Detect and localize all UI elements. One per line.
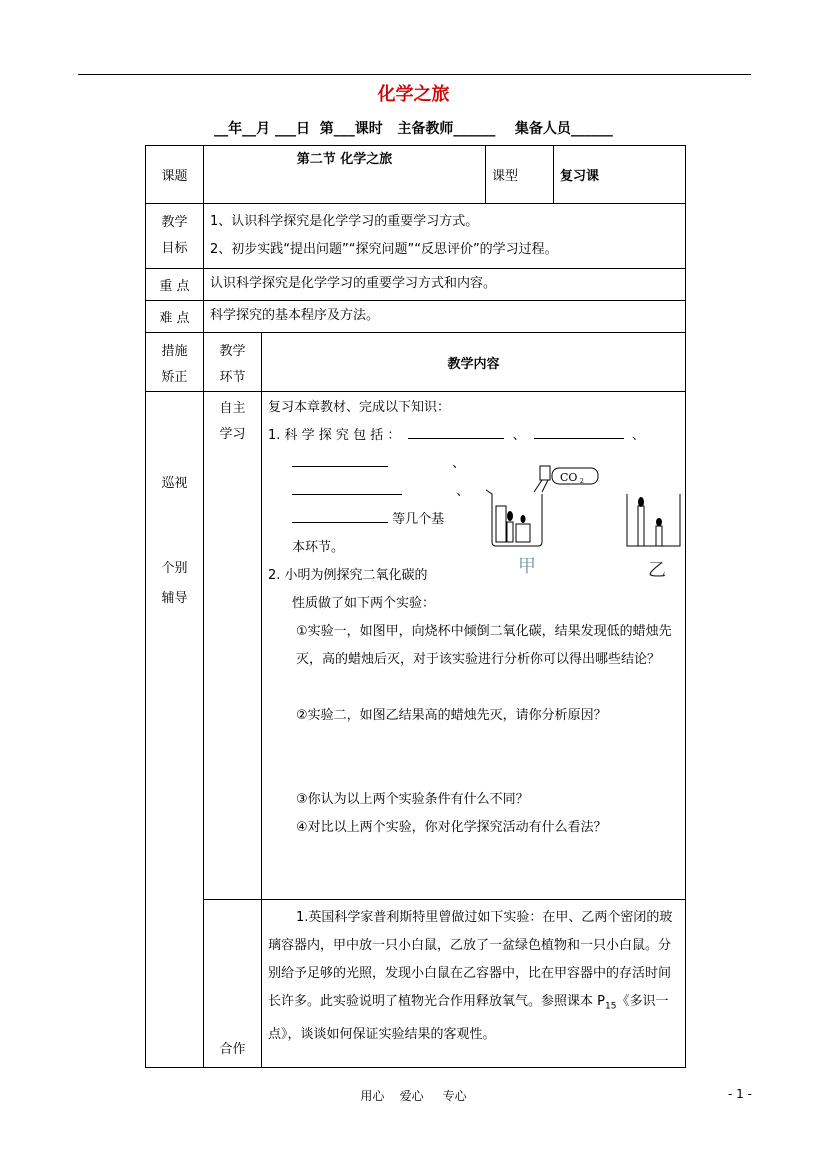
measures-header: 措施 矫正 — [146, 333, 204, 392]
row-columns-header — [146, 333, 686, 392]
goals-label: 教学 目标 — [146, 204, 204, 269]
page-number: - 1 - — [728, 1087, 752, 1101]
question-1-line-2: 、 — [268, 450, 677, 478]
footer-motto: 用心 爱心 专心 — [360, 1089, 467, 1103]
co2-subscript: 2 — [580, 478, 584, 485]
goal-item: 2、初步实践“提出问题”“探究问题”“反思评价”的学习过程。 — [210, 242, 558, 257]
experiment-3: ③你认为以上两个实验条件有什么不同？ — [296, 792, 529, 807]
lesson-table — [145, 145, 686, 1068]
question-1-line-4: 等几个基 — [268, 506, 677, 534]
blank-field[interactable] — [534, 437, 624, 439]
question-1-line-1: 1. 科 学 探 究 包 括 ： 、 、 — [268, 428, 645, 443]
figure-a-label: 甲 — [518, 556, 536, 577]
tutoring-label: 个别 辅导 — [161, 561, 188, 606]
key-value: 认识科学探究是化学学习的重要学习方式和内容。 — [204, 269, 686, 301]
cooperation-content: 1.英国科学家普利斯特里曾做过如下实验：在甲、乙两个密闭的玻璃容器内，甲中放一只小白鼠，乙放了一盆绿色植物和一只小白鼠。分别给予足够的光照，发现小白鼠在乙容器中，比在甲容器中的存活时间长许多。此实验说明了植物光合作用释放氧气。参照课本 $P_{15}$《多识一点》，谈谈如何保证实验结果的客观性。 — [262, 900, 686, 1068]
question-1-line-3: 、 — [268, 478, 677, 506]
beaker-a-icon — [486, 490, 542, 546]
row-key — [146, 269, 686, 301]
candle-experiment-figure — [472, 462, 692, 582]
measures-cell — [146, 392, 204, 1068]
goal-item: 1、认识科学探究是化学学习的重要学习方式。 — [210, 214, 479, 229]
row-cooperation — [146, 900, 686, 1068]
blank-field[interactable] — [408, 437, 504, 439]
self-study-content — [262, 392, 686, 900]
question-1-line-5: 本环节。 — [292, 540, 345, 555]
beaker-b-icon — [627, 494, 680, 546]
topic-label: 课题 — [146, 146, 204, 204]
stage-header: 教学 环节 — [204, 333, 262, 392]
experiment-2: ②实验二，如图乙结果高的蜡烛先灭，请你分析原因？ — [296, 708, 607, 723]
row-self-study — [146, 392, 686, 900]
key-label: 重 点 — [146, 269, 204, 301]
self-study-stage: 自主 学习 — [204, 392, 262, 900]
type-value: 复习课 — [554, 146, 686, 204]
experiment-4: ④对比以上两个实验，你对化学探究活动有什么看法？ — [296, 820, 607, 835]
header-rule — [78, 74, 751, 75]
type-label: 课型 — [486, 146, 554, 204]
document-title: 化学之旅 — [377, 84, 450, 105]
blank-field[interactable] — [292, 465, 388, 467]
intro-text: 复习本章教材、完成以下知识： — [268, 400, 451, 415]
experiment-1: ①实验一，如图甲，向烧杯中倾倒二氧化碳，结果发现低的蜡烛先灭，高的蜡烛后灭，对于该实验进行分析你可以得出哪些结论？ — [296, 624, 672, 667]
difficult-label: 难 点 — [146, 301, 204, 333]
content-header: 教学内容 — [262, 333, 686, 392]
co2-label: CO — [560, 471, 578, 484]
row-goals — [146, 204, 686, 269]
patrol-label: 巡视 — [161, 476, 188, 491]
question-2-line-2: 性质做了如下两个实验： — [292, 596, 436, 611]
question-2-line-1: 2. 小明为例探究二氧化碳的 — [268, 568, 428, 583]
co2-cylinder-icon — [534, 466, 598, 492]
difficult-value: 科学探究的基本程序及方法。 — [204, 301, 686, 333]
blank-field[interactable] — [292, 493, 402, 495]
goals-content — [204, 204, 686, 269]
figure-b-label: 乙 — [648, 560, 666, 581]
row-topic — [146, 146, 686, 204]
row-difficult — [146, 301, 686, 333]
cooperation-stage: 合作 — [204, 900, 262, 1068]
topic-value: 第二节 化学之旅 — [204, 146, 486, 204]
blank-field[interactable] — [292, 521, 388, 523]
meta-line: __年__月 ___日 第___课时 主备教师______ 集备人员______ — [214, 121, 613, 137]
